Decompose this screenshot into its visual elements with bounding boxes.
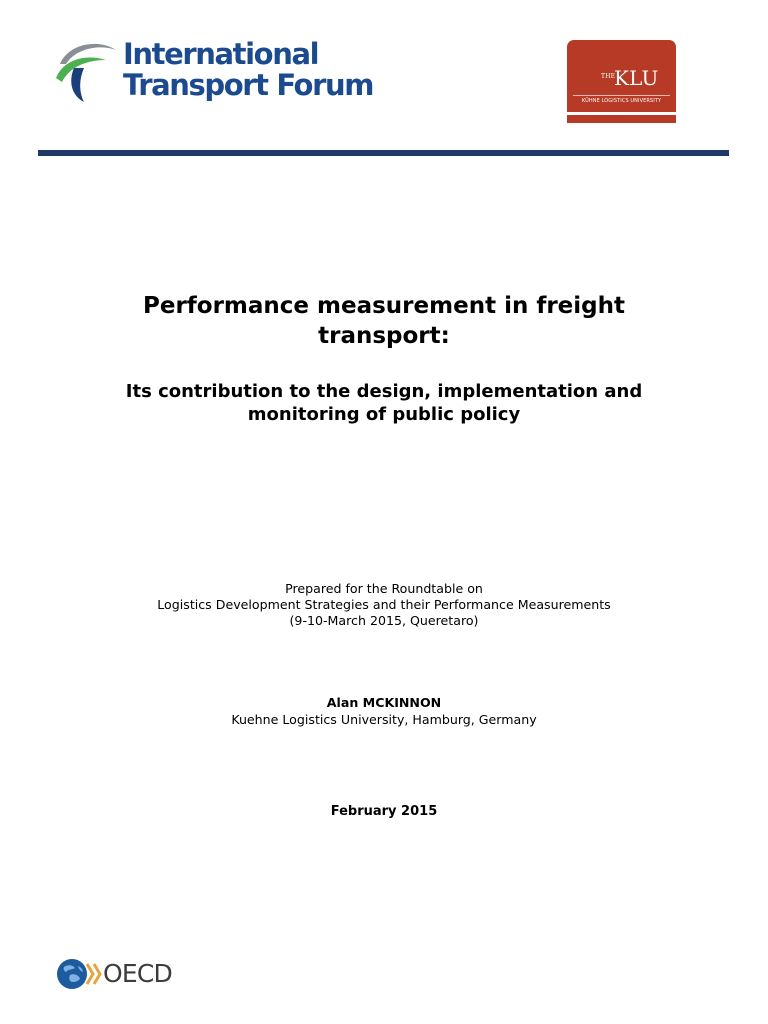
- prepared-line-1: Prepared for the Roundtable on: [285, 581, 483, 596]
- klu-the-label: THE: [601, 73, 616, 80]
- klu-subtitle: KÜHNE LOGISTICS UNIVERSITY: [581, 98, 662, 104]
- itf-swoosh-icon: [54, 38, 120, 104]
- author-affiliation: Kuehne Logistics University, Hamburg, Germany: [231, 712, 537, 727]
- klu-logo: [567, 40, 676, 123]
- author-name: Alan MCKINNON: [326, 695, 442, 710]
- oecd-globe-icon: [56, 958, 88, 990]
- klu-divider: [573, 95, 670, 96]
- document-title: [60, 291, 708, 351]
- itf-wordmark: [123, 39, 373, 101]
- prepared-line-3: (9-10-March 2015, Queretaro): [289, 613, 479, 628]
- publication-date: February 2015: [330, 804, 438, 819]
- oecd-wordmark: OECD: [103, 959, 172, 988]
- subtitle-line-1: Its contribution to the design, implementation and: [125, 381, 643, 402]
- header-rule: [38, 150, 729, 156]
- klu-white-band: [567, 112, 676, 115]
- title-line-2: transport:: [318, 323, 450, 349]
- klu-name-label: KLU: [614, 66, 659, 90]
- author-block: [40, 694, 728, 728]
- prepared-for-block: [40, 581, 728, 629]
- itf-logo: [54, 38, 374, 108]
- document-subtitle: [60, 380, 708, 426]
- oecd-logo: [56, 958, 186, 992]
- itf-line-2: Transport Forum: [123, 68, 374, 102]
- prepared-line-2: Logistics Development Strategies and their Performance Measurements: [157, 597, 611, 612]
- subtitle-line-2: monitoring of public policy: [247, 404, 521, 425]
- oecd-chevrons-icon: [85, 962, 103, 986]
- itf-line-1: International: [123, 37, 319, 71]
- title-line-1: Performance measurement in freight: [142, 293, 625, 319]
